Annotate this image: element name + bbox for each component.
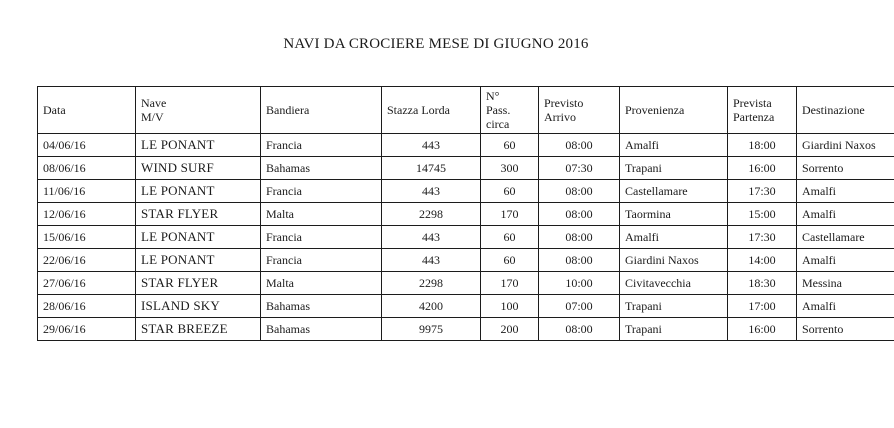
cell-n-pass-circa: 100 [481,295,539,318]
cell-prevista-partenza: 17:30 [728,180,797,203]
cell-destinazione: Sorrento [797,157,894,180]
cell-n-pass-circa: 60 [481,180,539,203]
cell-n-pass-circa: 170 [481,203,539,226]
cell-destinazione: Amalfi [797,249,894,272]
cell-stazza-lorda: 443 [382,249,481,272]
cell-data: 12/06/16 [38,203,136,226]
table-row [38,180,894,203]
cell-data: 27/06/16 [38,272,136,295]
cell-previsto-arrivo: 08:00 [539,203,620,226]
cell-previsto-arrivo: 08:00 [539,249,620,272]
cell-prevista-partenza: 18:30 [728,272,797,295]
cell-prevista-partenza: 15:00 [728,203,797,226]
cell-bandiera: Malta [261,203,382,226]
cruise-schedule-table [37,86,894,341]
cell-data: 08/06/16 [38,157,136,180]
cell-destinazione: Sorrento [797,318,894,341]
cell-nave-mv: LE PONANT [136,134,261,157]
cell-stazza-lorda: 443 [382,226,481,249]
cell-destinazione: Amalfi [797,180,894,203]
column-header-n-pass-circa: N° Pass. circa [481,87,539,134]
cell-nave-mv: STAR BREEZE [136,318,261,341]
cell-nave-mv: LE PONANT [136,180,261,203]
cell-bandiera: Francia [261,134,382,157]
cell-destinazione: Amalfi [797,203,894,226]
cell-data: 28/06/16 [38,295,136,318]
cell-nave-mv: STAR FLYER [136,203,261,226]
cell-stazza-lorda: 2298 [382,272,481,295]
cell-previsto-arrivo: 08:00 [539,134,620,157]
table-header [38,87,894,134]
cell-stazza-lorda: 9975 [382,318,481,341]
table-row [38,318,894,341]
cell-bandiera: Bahamas [261,295,382,318]
cell-n-pass-circa: 200 [481,318,539,341]
cell-nave-mv: LE PONANT [136,226,261,249]
page-title: NAVI DA CROCIERE MESE DI GIUGNO 2016 [283,36,589,52]
table-row [38,134,894,157]
header-row [38,87,894,134]
cell-n-pass-circa: 60 [481,226,539,249]
cell-prevista-partenza: 16:00 [728,318,797,341]
cell-nave-mv: WIND SURF [136,157,261,180]
column-header-nave-mv: Nave M/V [136,87,261,134]
cell-provenienza: Civitavecchia [620,272,728,295]
column-header-previsto-arrivo: Previsto Arrivo [539,87,620,134]
cell-nave-mv: ISLAND SKY [136,295,261,318]
cell-provenienza: Amalfi [620,134,728,157]
cell-bandiera: Malta [261,272,382,295]
cell-provenienza: Trapani [620,295,728,318]
cell-provenienza: Amalfi [620,226,728,249]
table-body [38,134,894,341]
cell-provenienza: Trapani [620,318,728,341]
cell-data: 11/06/16 [38,180,136,203]
table-row [38,295,894,318]
cell-prevista-partenza: 14:00 [728,249,797,272]
cell-destinazione: Messina [797,272,894,295]
cell-provenienza: Taormina [620,203,728,226]
cell-previsto-arrivo: 08:00 [539,318,620,341]
cell-data: 22/06/16 [38,249,136,272]
cell-bandiera: Bahamas [261,318,382,341]
cell-nave-mv: STAR FLYER [136,272,261,295]
table-row [38,203,894,226]
table-row [38,157,894,180]
cell-stazza-lorda: 4200 [382,295,481,318]
cell-data: 15/06/16 [38,226,136,249]
cell-bandiera: Bahamas [261,157,382,180]
cell-bandiera: Francia [261,249,382,272]
cell-nave-mv: LE PONANT [136,249,261,272]
cell-provenienza: Trapani [620,157,728,180]
cell-stazza-lorda: 443 [382,180,481,203]
cell-previsto-arrivo: 10:00 [539,272,620,295]
column-header-bandiera: Bandiera [261,87,382,134]
cell-n-pass-circa: 170 [481,272,539,295]
cell-n-pass-circa: 300 [481,157,539,180]
cell-previsto-arrivo: 07:30 [539,157,620,180]
column-header-provenienza: Provenienza [620,87,728,134]
cell-prevista-partenza: 18:00 [728,134,797,157]
cell-stazza-lorda: 443 [382,134,481,157]
cell-provenienza: Castellamare [620,180,728,203]
column-header-stazza-lorda: Stazza Lorda [382,87,481,134]
table-row [38,272,894,295]
column-header-prevista-partenza: Prevista Partenza [728,87,797,134]
cell-prevista-partenza: 17:00 [728,295,797,318]
cell-prevista-partenza: 17:30 [728,226,797,249]
table-row [38,249,894,272]
column-header-data: Data [38,87,136,134]
cell-previsto-arrivo: 08:00 [539,226,620,249]
cell-stazza-lorda: 14745 [382,157,481,180]
cell-data: 04/06/16 [38,134,136,157]
cell-provenienza: Giardini Naxos [620,249,728,272]
cell-destinazione: Castellamare [797,226,894,249]
cell-previsto-arrivo: 08:00 [539,180,620,203]
cell-n-pass-circa: 60 [481,134,539,157]
cell-bandiera: Francia [261,226,382,249]
cell-destinazione: Giardini Naxos [797,134,894,157]
cell-n-pass-circa: 60 [481,249,539,272]
column-header-destinazione: Destinazione [797,87,894,134]
table-row [38,226,894,249]
cell-stazza-lorda: 2298 [382,203,481,226]
cell-prevista-partenza: 16:00 [728,157,797,180]
cell-previsto-arrivo: 07:00 [539,295,620,318]
cell-bandiera: Francia [261,180,382,203]
cell-data: 29/06/16 [38,318,136,341]
cell-destinazione: Amalfi [797,295,894,318]
